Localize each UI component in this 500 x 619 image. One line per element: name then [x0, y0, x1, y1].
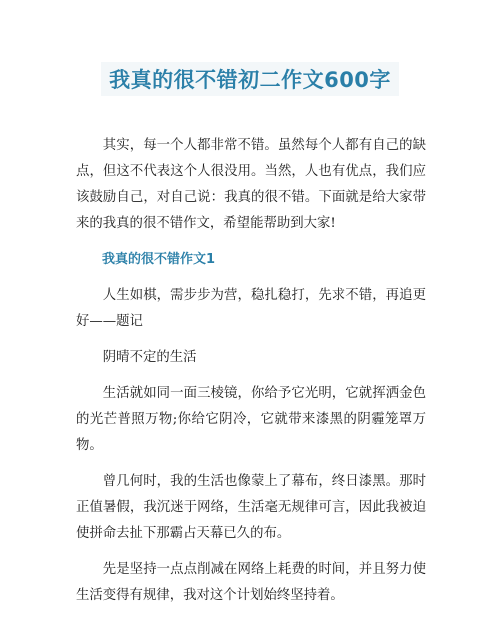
paragraph: 先是坚持一点点削减在网络上耗费的时间，并且努力使生活变得有规律，我对这个计划始终坚持着。 [76, 562, 426, 603]
title-container [0, 62, 500, 96]
paragraph: 人生如棋，需步步为营，稳扎稳打，先求不错，再追更好——题记 [76, 288, 426, 329]
section-heading: 我真的很不错作文1 [102, 252, 216, 267]
paragraph: 阴晴不定的生活 [102, 350, 197, 365]
paragraph: 生活就如同一面三棱镜，你给予它光明，它就挥洒金色的光芒普照万物;你给它阴冷，它就带来漆黑的阴霾笼罩万物。 [76, 386, 426, 453]
page-title: 我真的很不错初二作文600字 [101, 62, 399, 96]
paragraph: 其实，每一个人都非常不错。虽然每个人都有自己的缺点，但这不代表这个人很没用。当然，人也有优点，我们应该鼓励自己，对自己说：我真的很不错。下面就是给大家带来的我真的很不错作文，希望能帮助到大家! [76, 138, 426, 231]
article-body [76, 133, 426, 619]
paragraph: 曾几何时，我的生活也像蒙上了幕布，终日漆黑。那时正值暑假，我沉迷于网络，生活毫无规律可言，因此我被迫使拼命去扯下那霸占天幕已久的布。 [76, 474, 426, 541]
